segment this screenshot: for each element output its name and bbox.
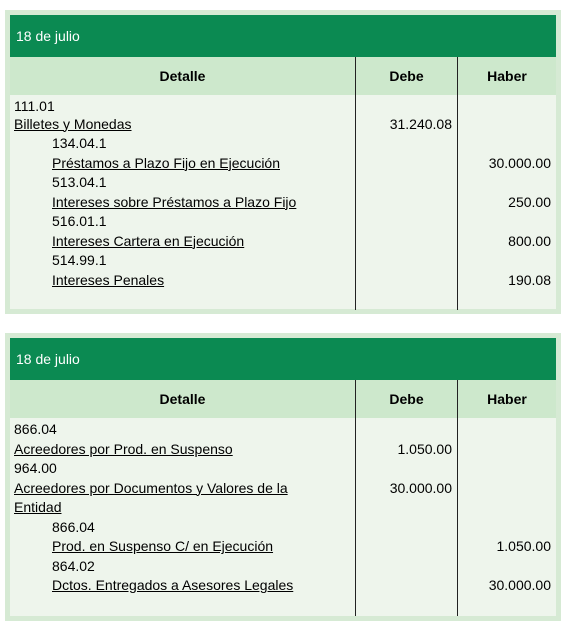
account-name: Intereses Penales	[52, 271, 165, 288]
account-name: Intereses Cartera en Ejecución	[52, 232, 245, 249]
haber-value	[457, 134, 556, 154]
account-code: 513.04.1	[52, 174, 107, 190]
debe-value	[355, 173, 457, 193]
table-row	[10, 115, 556, 135]
debe-value	[355, 212, 457, 232]
table-header	[10, 57, 556, 95]
entry-date	[10, 338, 556, 380]
filler-cell	[457, 290, 556, 310]
account-name: Acreedores por Prod. en Suspenso	[14, 440, 233, 457]
entry-date-text: 18 de julio	[16, 28, 80, 44]
table-row	[10, 440, 556, 460]
table-row	[10, 537, 556, 557]
table-row	[10, 576, 556, 596]
table-row	[10, 518, 556, 538]
table-row	[10, 95, 556, 115]
table-row	[10, 418, 556, 440]
debe-value	[355, 518, 457, 538]
haber-value	[457, 212, 556, 232]
journal-entry-2	[5, 333, 561, 621]
filler-cell	[10, 596, 355, 617]
filler-cell	[355, 290, 457, 310]
filler-cell	[457, 596, 556, 617]
account-code: 964.00	[14, 460, 57, 476]
debe-value	[355, 232, 457, 252]
haber-value	[457, 518, 556, 538]
header-detalle: Detalle	[159, 391, 206, 407]
haber-value	[457, 418, 556, 440]
table-row	[10, 271, 556, 291]
debe-value	[355, 154, 457, 174]
account-code: 134.04.1	[52, 135, 107, 151]
table-row-filler	[10, 596, 556, 617]
account-code: 866.04	[52, 518, 95, 535]
table-header	[10, 380, 556, 418]
account-name: Entidad	[14, 499, 62, 515]
debe-value	[355, 576, 457, 596]
debe-value: 31.240.08	[355, 115, 457, 135]
filler-cell	[355, 596, 457, 617]
filler-cell	[10, 290, 355, 310]
table-row	[10, 479, 556, 499]
haber-value	[457, 498, 556, 518]
account-name: Intereses sobre Préstamos a Plazo Fijo	[52, 193, 297, 210]
account-name: Préstamos a Plazo Fijo en Ejecución	[52, 154, 280, 171]
header-detalle: Detalle	[159, 68, 206, 84]
table-row	[10, 459, 556, 479]
account-code: 866.04	[14, 421, 57, 437]
account-code: 864.02	[52, 557, 95, 574]
haber-value	[457, 459, 556, 479]
header-haber: Haber	[457, 57, 556, 95]
debe-value	[355, 557, 457, 577]
account-code: 514.99.1	[52, 252, 107, 268]
table-row	[10, 498, 556, 518]
haber-value: 30.000.00	[457, 576, 556, 596]
header-debe: Debe	[355, 380, 457, 418]
account-name: Prod. en Suspenso C/ en Ejecución	[52, 538, 274, 554]
haber-value	[457, 251, 556, 271]
debe-value	[355, 251, 457, 271]
haber-value: 30.000.00	[457, 154, 556, 174]
table-row-filler	[10, 290, 556, 310]
debe-value	[355, 498, 457, 518]
debe-value: 30.000.00	[355, 479, 457, 499]
debe-value	[355, 193, 457, 213]
haber-value	[457, 557, 556, 577]
header-haber: Haber	[457, 380, 556, 418]
entry-rows	[10, 418, 556, 616]
haber-value	[457, 95, 556, 115]
haber-value: 190.08	[457, 271, 556, 291]
account-name: Billetes y Monedas	[14, 115, 132, 132]
debe-value	[355, 537, 457, 557]
table-row	[10, 173, 556, 193]
haber-value	[457, 479, 556, 499]
debe-value: 1.050.00	[355, 440, 457, 460]
debe-value	[355, 459, 457, 479]
table-row	[10, 134, 556, 154]
entry-rows	[10, 95, 556, 309]
debe-value	[355, 95, 457, 115]
haber-value	[457, 440, 556, 460]
haber-value: 1.050.00	[457, 537, 556, 557]
account-code: 111.01	[14, 98, 55, 114]
table-row	[10, 212, 556, 232]
debe-value	[355, 418, 457, 440]
account-name: Dctos. Entregados a Asesores Legales	[52, 577, 294, 593]
table-row	[10, 154, 556, 174]
debe-value	[355, 271, 457, 291]
header-debe: Debe	[355, 57, 457, 95]
table-row	[10, 557, 556, 577]
table-row	[10, 232, 556, 252]
debe-value	[355, 134, 457, 154]
entry-date-text: 18 de julio	[16, 351, 80, 367]
table-row	[10, 251, 556, 271]
haber-value	[457, 173, 556, 193]
account-name: Acreedores por Documentos y Valores de la	[14, 479, 288, 496]
haber-value: 800.00	[457, 232, 556, 252]
table-row	[10, 193, 556, 213]
entry-date	[10, 15, 556, 57]
account-code: 516.01.1	[52, 213, 107, 229]
haber-value: 250.00	[457, 193, 556, 213]
journal-entry-1	[5, 10, 561, 314]
haber-value	[457, 115, 556, 135]
